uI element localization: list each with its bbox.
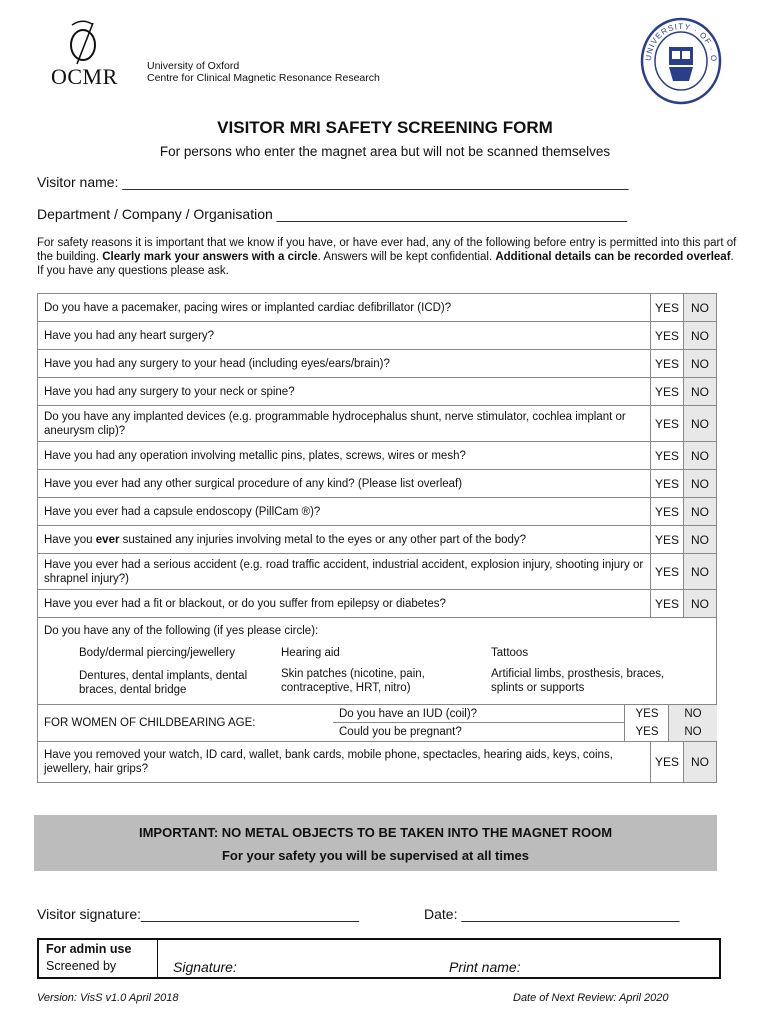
women-no-column [668, 705, 717, 741]
admin-signature-field[interactable]: Signature: [173, 959, 237, 975]
yes-option[interactable]: YES [651, 554, 684, 590]
seal-text: UNIVERSITY · OF · O [643, 21, 719, 63]
yes-option[interactable]: YES [651, 590, 684, 618]
no-option[interactable]: NO [684, 470, 717, 498]
yes-option[interactable]: YES [651, 742, 684, 783]
question-text: Do you have a pacemaker, pacing wires or implanted cardiac defibrillator (ICD)? [38, 294, 651, 322]
question-row [38, 498, 717, 526]
no-option[interactable]: NO [684, 350, 717, 378]
admin-title: For admin use [46, 942, 132, 956]
no-option[interactable]: NO [684, 498, 717, 526]
question-text [38, 526, 651, 554]
no-option[interactable]: NO [684, 378, 717, 406]
question-row [38, 742, 717, 783]
women-divider [333, 722, 624, 723]
iud-question: Do you have an IUD (coil)? [339, 708, 478, 720]
version-text: Version: VisS v1.0 April 2018 [37, 992, 179, 1004]
item-hearing-aid[interactable]: Hearing aid [281, 647, 340, 659]
screened-by-label: Screened by [46, 959, 117, 973]
women-yes-column [624, 705, 669, 741]
question-text-part: Have you [44, 533, 96, 546]
yes-option[interactable]: YES [651, 526, 684, 554]
yes-option[interactable]: YES [651, 498, 684, 526]
question-row-following [38, 618, 717, 705]
yes-option[interactable]: YES [635, 708, 659, 720]
yes-option[interactable]: YES [651, 378, 684, 406]
ocmr-logo [48, 18, 133, 88]
women-cell [38, 705, 717, 742]
banner-line-1: IMPORTANT: NO METAL OBJECTS TO BE TAKEN INTO THE MAGNET ROOM [138, 825, 613, 840]
question-text: Have you had any surgery to your neck or spine? [38, 378, 651, 406]
no-option[interactable]: NO [684, 406, 717, 442]
no-option[interactable]: NO [684, 526, 717, 554]
logo-text: OCMR [51, 64, 118, 89]
question-text: Have you ever had a capsule endoscopy (PillCam ®)? [38, 498, 651, 526]
no-option[interactable]: NO [684, 742, 717, 783]
yes-option[interactable]: YES [651, 406, 684, 442]
no-option[interactable]: NO [684, 590, 717, 618]
question-row [38, 350, 717, 378]
no-option[interactable]: NO [684, 726, 702, 738]
admin-divider [157, 940, 158, 977]
visitor-signature-field[interactable]: Visitor signature:____________________________ [37, 906, 360, 922]
admin-use-box [37, 938, 721, 979]
intro-bold-1: Clearly mark your answers with a circle [102, 251, 318, 263]
item-skin-patches[interactable]: Skin patches (nicotine, pain, contraceptive, HRT, nitro) [281, 668, 425, 694]
yes-option[interactable]: YES [651, 294, 684, 322]
no-option[interactable]: NO [684, 708, 702, 720]
organisation-name [147, 60, 380, 84]
form-subtitle: For persons who enter the magnet area but will not be scanned themselves [159, 144, 611, 159]
pregnant-question: Could you be pregnant? [339, 726, 462, 738]
question-row [38, 378, 717, 406]
question-text: Have you removed your watch, ID card, wallet, bank cards, mobile phone, spectacles, hearing aids, keys, coins, jewellery, hair grips? [38, 742, 651, 783]
question-text: Do you have any of the following (if yes please circle): [44, 625, 319, 637]
question-row [38, 554, 717, 590]
intro-text-3: . If you have any questions please ask. [37, 251, 734, 277]
no-option[interactable]: NO [684, 442, 717, 470]
question-text: Have you ever had any other surgical procedure of any kind? (Please list overleaf) [38, 470, 651, 498]
question-row [38, 294, 717, 322]
question-text: Do you have any implanted devices (e.g. programmable hydrocephalus shunt, nerve stimulator, cochlea implant or aneurysm clip)? [38, 406, 651, 442]
question-text: Have you had any surgery to your head (including eyes/ears/brain)? [38, 350, 651, 378]
question-row [38, 406, 717, 442]
org-line-2: Centre for Clinical Magnetic Resonance Research [147, 72, 380, 84]
org-line-1: University of Oxford [147, 60, 240, 72]
question-text: Have you ever had a serious accident (e.g. road traffic accident, industrial accident, explosion injury, shooting injury or shrapnel injury?) [38, 554, 651, 590]
question-text: Have you had any heart surgery? [38, 322, 651, 350]
item-tattoos[interactable]: Tattoos [491, 647, 529, 659]
following-items-cell [38, 618, 717, 705]
item-piercing[interactable]: Body/dermal piercing/jewellery [79, 647, 235, 659]
question-text-part: sustained any injuries involving metal to the eyes or any other part of the body? [119, 533, 527, 546]
question-text-emphasis: ever [95, 533, 120, 546]
university-seal-icon [639, 15, 723, 105]
form-title: VISITOR MRI SAFETY SCREENING FORM [217, 118, 553, 137]
admin-print-name-field[interactable]: Print name: [449, 959, 521, 975]
yes-option[interactable]: YES [635, 726, 659, 738]
item-artificial-limbs[interactable]: Artificial limbs, prosthesis, braces, splints or supports [491, 668, 665, 694]
question-row [38, 590, 717, 618]
item-dentures[interactable]: Dentures, dental implants, dental braces, dental bridge [79, 670, 248, 696]
intro-text-2: . Answers will be kept confidential. [317, 251, 496, 263]
yes-option[interactable]: YES [651, 442, 684, 470]
review-date-text: Date of Next Review: April 2020 [513, 992, 669, 1004]
question-row [38, 442, 717, 470]
no-option[interactable]: NO [684, 554, 717, 590]
intro-bold-2: Additional details can be recorded overleaf [495, 251, 731, 263]
question-row [38, 470, 717, 498]
oxford-seal [639, 15, 723, 105]
no-option[interactable]: NO [684, 294, 717, 322]
intro-paragraph [37, 236, 737, 278]
important-banner [34, 815, 717, 871]
yes-option[interactable]: YES [651, 322, 684, 350]
women-row [38, 705, 717, 742]
screening-questions-table [37, 293, 717, 783]
intro-text-1: For safety reasons it is important that we know if you have, or have ever had, any of the following before entry is permitted into this part of the building. [37, 237, 737, 263]
banner-line-2: For your safety you will be supervised at all times [221, 848, 530, 863]
yes-option[interactable]: YES [651, 470, 684, 498]
question-text: Have you ever had a fit or blackout, or do you suffer from epilepsy or diabetes? [38, 590, 651, 618]
question-text: Have you had any operation involving metallic pins, plates, screws, wires or mesh? [38, 442, 651, 470]
no-option[interactable]: NO [684, 322, 717, 350]
women-label: FOR WOMEN OF CHILDBEARING AGE: [44, 717, 256, 729]
question-row [38, 322, 717, 350]
date-field[interactable]: Date: ____________________________ [424, 906, 680, 922]
department-field[interactable]: Department / Company / Organisation _____________________________________________ [37, 206, 628, 222]
visitor-name-field[interactable]: Visitor name: _________________________________________________________________ [37, 174, 629, 190]
yes-option[interactable]: YES [651, 350, 684, 378]
question-row [38, 526, 717, 554]
